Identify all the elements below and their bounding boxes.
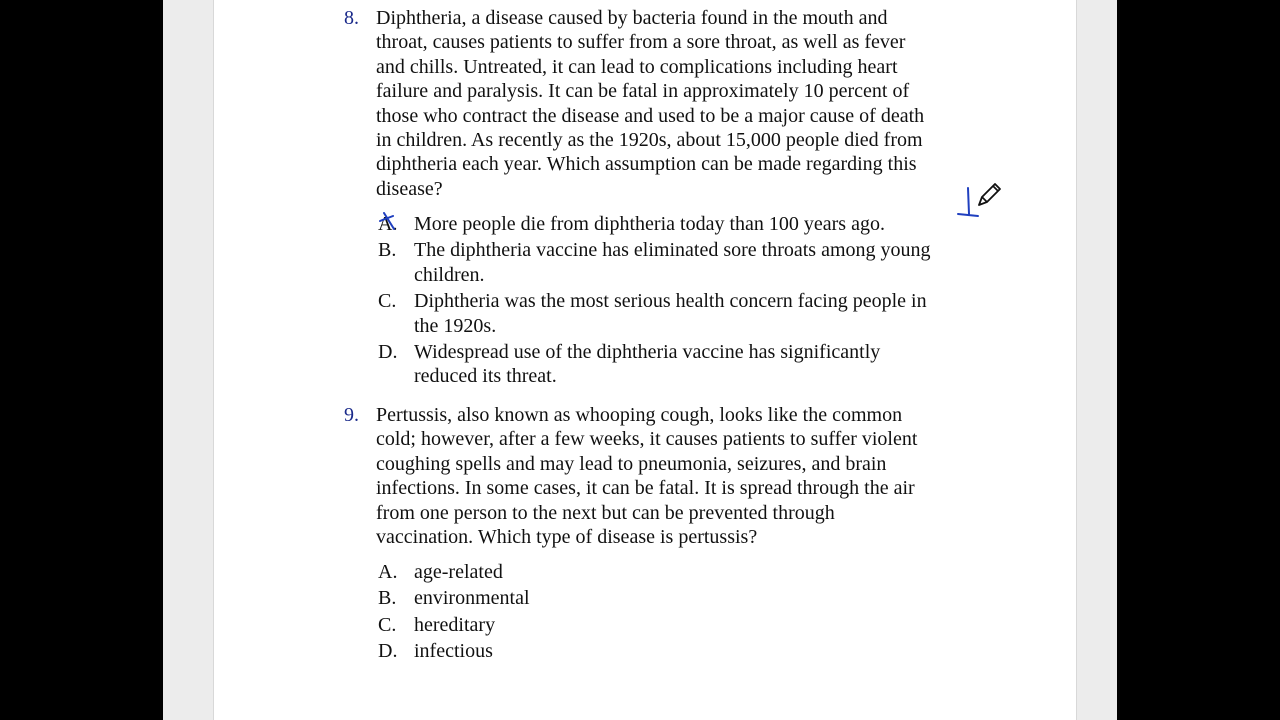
option-letter: C. <box>378 290 397 313</box>
option-letter: A. <box>378 561 398 583</box>
option-letter: B. <box>378 587 397 610</box>
stem-line: failure and paralysis. It can be fatal in approximately 10 percent of <box>376 80 910 103</box>
answer-option-a[interactable] <box>378 560 978 584</box>
answer-option-d[interactable] <box>378 639 978 663</box>
stem-line: coughing spells and may lead to pneumonia, seizures, and brain <box>376 452 887 475</box>
answer-option-c[interactable] <box>378 289 978 338</box>
answer-option-b[interactable] <box>378 586 978 610</box>
option-text: The diphtheria vaccine has eliminated sore throats among young children. <box>414 239 931 286</box>
stem-line: diphtheria each year. Which assumption can be made regarding this <box>376 153 917 176</box>
answer-option-d[interactable] <box>378 340 978 389</box>
stem-line: Diphtheria, a disease caused by bacteria found in the mouth and <box>376 7 888 29</box>
option-text: More people die from diphtheria today than 100 years ago. <box>414 213 885 235</box>
option-text: Widespread use of the diphtheria vaccine has significantly reduced its threat. <box>414 341 881 388</box>
stem-line: disease? <box>376 177 443 200</box>
stem-line: vaccination. Which type of disease is pertussis? <box>376 526 758 549</box>
answer-option-c[interactable] <box>378 613 978 637</box>
option-text: age-related <box>414 561 503 583</box>
option-text: environmental <box>414 587 530 610</box>
stem-line: in children. As recently as the 1920s, about 15,000 people died from <box>376 129 923 152</box>
stem-line: cold; however, after a few weeks, it causes patients to suffer violent <box>376 428 918 451</box>
stem-line: from one person to the next but can be prevented through <box>376 501 835 524</box>
option-text: Diphtheria was the most serious health concern facing people in the 1920s. <box>414 290 927 337</box>
question-number: 8. <box>344 7 359 29</box>
pencil-icon[interactable] <box>975 179 1005 209</box>
option-letter: D. <box>378 640 398 663</box>
stem-line: infections. In some cases, it can be fatal. It is spread through the air <box>376 477 915 500</box>
question-stem <box>376 403 966 549</box>
stem-line: Pertussis, also known as whooping cough, looks like the common <box>376 404 903 426</box>
answer-option-a[interactable] <box>378 212 978 236</box>
option-letter: C. <box>378 613 397 636</box>
stem-line: throat, causes patients to suffer from a sore throat, as well as fever <box>376 31 906 54</box>
answer-options <box>378 560 978 664</box>
option-letter: B. <box>378 239 397 262</box>
option-text: hereditary <box>414 613 496 636</box>
stem-line: those who contract the disease and used to be a major cause of death <box>376 104 925 127</box>
document-page <box>213 0 1077 720</box>
stem-line: and chills. Untreated, it can lead to complications including heart <box>376 55 898 78</box>
question-number: 9. <box>344 404 359 426</box>
answer-option-b[interactable] <box>378 238 978 287</box>
option-text: infectious <box>414 640 493 663</box>
option-letter: D. <box>378 341 398 364</box>
option-letter: A. <box>378 213 398 235</box>
answer-options <box>378 212 978 389</box>
question-stem <box>376 6 966 201</box>
